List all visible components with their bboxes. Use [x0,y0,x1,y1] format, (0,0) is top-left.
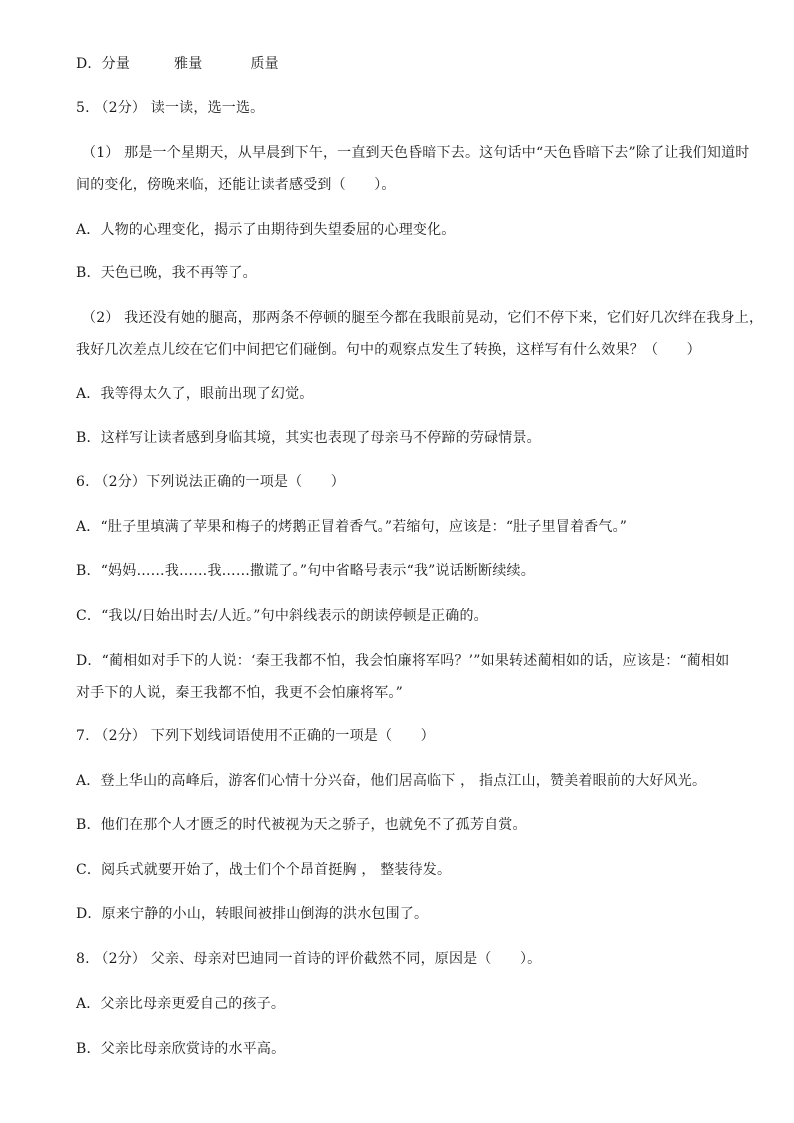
question-8-heading: 8. （2分） 父亲、母亲对巴迪同一首诗的评价截然不同，原因是（ ）。 [76,951,542,967]
option-d-cont: 对手下的人说，秦王我都不怕，我更不会怕廉将军。” [76,685,403,701]
question-7-heading: 7. （2分） 下列下划线词语使用不正确的一项是（ ） [76,728,435,744]
option-a: A．人物的心理变化，揭示了由期待到失望委屈的心理变化。 [76,222,456,238]
option-d: D．“蔺相如对手下的人说：‘秦王我都不怕，我会怕廉将军吗？’”如果转述蔺相如的话，应该是：“蔺相如 [76,653,730,669]
option-d-line [76,54,279,74]
option-text: 雅量 [174,56,203,72]
option-b: B．这样写让读者感到身临其境，其实也表现了母亲马不停蹄的劳碌情景。 [76,430,541,446]
option-text: D．分量 [76,56,131,72]
subquestion-2-text: （2） 我还没有她的腿高，那两条不停顿的腿至今都在我眼前晃动，它们不停下来，它们好几次绊在我身上， [82,310,764,326]
option-b: B．“妈妈……我……我……撒谎了。”句中省略号表示“我”说话断断续续。 [76,563,535,579]
subquestion-1-text: （1） 那是一个星期天，从早晨到下午，一直到天色昏暗下去。这句话中“天色昏暗下去”除了让我们知道时 [82,145,750,161]
option-d: D．原来宁静的小山，转眼间被排山倒海的洪水包围了。 [76,906,429,922]
option-b: B．他们在那个人才匮乏的时代被视为天之骄子，也就免不了孤芳自赏。 [76,817,527,833]
option-text: 质量 [250,56,279,72]
subquestion-1-text-cont: 间的变化，傍晚来临，还能让读者感受到（ ）。 [76,177,396,193]
question-5-heading: 5. （2分） 读一读，选一选。 [76,100,265,116]
option-a: A．“肚子里填满了苹果和梅子的烤鹅正冒着香气。”若缩句，应该是：“肚子里冒着香气。” [76,519,628,535]
subquestion-2-text-cont: 我好几次差点儿绞在它们中间把它们碰倒。句中的观察点发生了转换，这样写有什么效果？（ ） [76,342,701,358]
option-c: C．“我以/日始出时去/人近。”句中斜线表示的朗读停顿是正确的。 [76,608,488,624]
option-c: C．阅兵式就要开始了，战士们个个昂首挺胸 ， 整装待发。 [76,862,452,878]
option-b: B．父亲比母亲欣赏诗的水平高。 [76,1041,286,1057]
option-a: A．父亲比母亲更爱自己的孩子。 [76,996,286,1012]
option-a: A．登上华山的高峰后，游客们心情十分兴奋，他们居高临下 ， 指点江山，赞美着眼前的大好风光。 [76,773,707,789]
option-b: B．天色已晚，我不再等了。 [76,265,257,281]
option-a: A．我等得太久了，眼前出现了幻觉。 [76,386,314,402]
question-6-heading: 6. （2分）下列说法正确的一项是（ ） [76,474,345,490]
